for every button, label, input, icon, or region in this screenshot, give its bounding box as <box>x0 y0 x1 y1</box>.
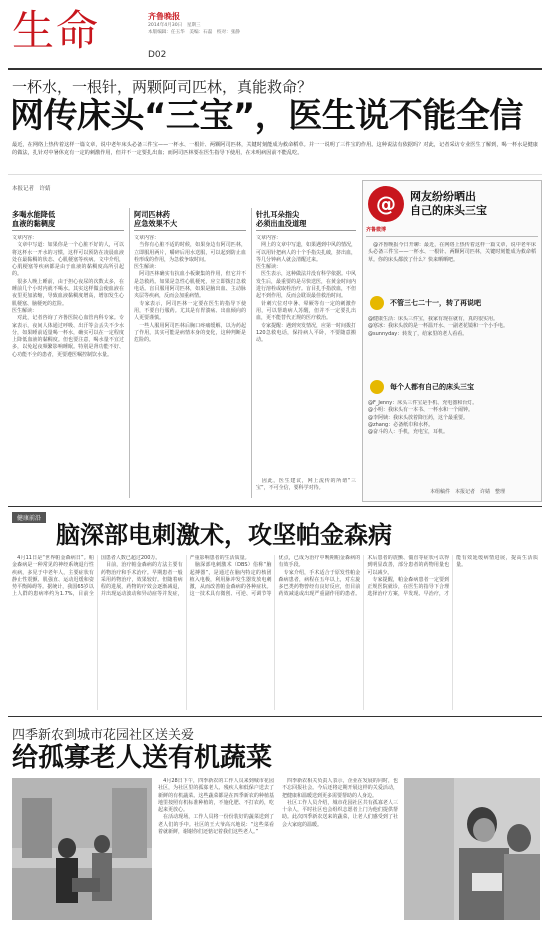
lead-divider <box>8 174 542 175</box>
weibo-at-icon: @ <box>368 186 404 222</box>
column-divider <box>251 208 252 498</box>
issue-meta: 2014年4月30日 星期三 本版编辑：任玉华 美编：石磊 校对：张静 <box>148 23 240 35</box>
article2-body: 4月11日是“世界帕金森病日”。帕金森病是一种常见的神经系统退行性疾病，多见于中老年人，主要症状有静止性震颤、肌强直、运动迟缓和姿势平衡障碍等。据统计，我国65岁以上人群的患病率约为1.7%，目前全国患者人数已超过200万。 目前，治疗帕金森病的方法主要有药物治疗和手术治疗。早期患者一般采用药物治疗，效果较好。但随着病程的进展，药物的疗效会逐渐减退，并出现运动波动和异动症等并发症，严重影响患者的生活质量。 脑深部电刺激术（DBS）俗称“脑起搏器”，是通过在脑内特定的核团植入电极，利用脉冲发生器发放电刺激，从而改善帕金森病的各种症状。这一技术具有微创、可逆、可调节等优点，已成为治疗中晚期帕金森病的有效手段。 专家介绍，手术适合于原发性帕金森病患者，病程在五年以上，对左旋多巴类药物曾经有良好反应，但目前药效减退或出现严重副作用的患者。术后患者的震颤、僵直等症状可以得到明显改善，部分患者的药物用量也可以减少。 专家提醒，帕金森病患者一定要到正规医院就诊，在医生的指导下合理选择治疗方案，早发现、早治疗，才能有效延缓病情进展，提高生活质量。 <box>12 555 538 598</box>
article2-headline: 脑深部电刺激术，攻坚帕金森病 <box>56 521 392 549</box>
photo-vegetable-delivery-drawing <box>12 778 152 920</box>
col2-body: 文章内容： 当你有心脏不适的时候，如果身边有阿司匹林，立即服用两片，嚼碎后用水送服，可以起到防止血栓形成的作用，为急救争取时间。 医生解读： 阿司匹林确实有抗血小板聚集的作用，但它并不是急救药。如果是急性心肌梗死，应立即拨打急救电话。盲目服用阿司匹林，如果是脑出血、主动脉夹层等疾病，反而会加重病情。 专家表示，阿司匹林一定要在医生的指导下使用，不要自行服药。尤其是有胃溃疡、出血倾向的人更要谨慎。 一些人服用阿司匹林后胸口疼痛缓解，以为药起了作用，其实可能是病情本身的变化，这种判断是危险的。 <box>134 235 246 344</box>
smiley-icon <box>370 380 384 394</box>
col3-closing: 因此，医生建议，网上流传的所谓“三宝”，不可全信，要科学对待。 <box>256 478 356 492</box>
sidebar-comments1: @健康生活：床头三件宝，我家有现在就有，真的很实用。 @寒冰：我床头放的是一杯温开水、一副老花镜和一个小手电。 @sunnyday：转发了，给家里的老人看看。 <box>368 316 509 337</box>
col3-title: 针扎耳朵指尖 必须出血没道理 <box>256 210 356 231</box>
photo-vegetable-delivery <box>12 778 152 920</box>
sidebar-footer: 本组稿件 本报记者 许婧 整理 <box>430 489 506 495</box>
smiley-icon <box>370 296 384 310</box>
article1-byline: 本报记者 许婧 <box>12 186 51 192</box>
article3-kicker: 四季新农到城市花园社区送关爱 <box>12 728 195 743</box>
photo-elderly-resident-drawing <box>404 778 540 920</box>
article2-tag: 健康前沿 <box>12 512 46 523</box>
page-number: D02 <box>148 50 167 60</box>
column-divider <box>129 208 130 498</box>
col2-title: 阿司匹林药 应急效果不大 <box>134 210 246 231</box>
col1-title: 多喝水能降低 血液的黏稠度 <box>12 210 124 231</box>
section-title: 生命 <box>12 6 101 55</box>
article1-kicker: 一杯水，一根针，两颗阿司匹林，真能救命？ <box>12 78 313 96</box>
sidebar-intro: @齐鲁晚报今日开聊：最近，在网络上热传着这样一篇文章，说中老年床头必备三件宝——一杯水、一根针、两颗阿司匹林，关键时刻能成为救命稻草。你的床头都放了什么？快来晒晒吧。 <box>368 242 536 263</box>
masthead-divider <box>8 68 542 70</box>
article3-body: 4月28日下午，四季新农的工作人员来到城市花园社区，为社区里的孤寡老人、残疾人和低保户送去了新鲜的有机蔬菜。这些蔬菜都是在四季新农的种植基地里按照有机标准种植的，不施化肥、不打农药，吃起来更放心。 在活动现场，工作人员将一份份装好的蔬菜送到了老人们的手中。社区的王大爷高兴地说：“这些菜看着就新鲜，谢谢你们还惦记着我们这些老人。” 四季新农相关负责人表示，企业在发展的同时，也不忘回报社会。今后还将定期开展这样的关爱活动，把健康和温暖送到更多需要帮助的人身边。 社区工作人员介绍，城市花园社区共有孤寡老人三十余人，平时社区也会组织志愿者上门为他们提供帮助。此次四季新农送来的蔬菜，让老人们感受到了社会大家庭的温暖。 <box>158 778 398 836</box>
photo-elderly-resident <box>404 778 540 920</box>
article3-headline: 给孤寡老人送有机蔬菜 <box>12 743 273 773</box>
section-divider <box>8 716 542 717</box>
section-divider <box>8 506 542 507</box>
sidebar-divider <box>366 236 538 237</box>
sidebar-badge: 齐鲁微博 <box>366 227 387 233</box>
col1-body: 文章内容： 文章中写道：如果你是一个心脏不好的人，可以将这杯水一开水的习惯，这样可以预防在凌晨血液处在最黏稠的状态、心肌梗塞等疾病。文中介绍，心肌梗塞等疾病都是由于血液的黏稠度高所引起的。 很多人晚上睡前，由于担心夜尿的次数太多，在睡前几个小时内就不喝水。其实这样做会使血液在夜里更加浓缩，导致血液黏稠度增高，增加发生心肌梗塞、脑梗死的危险。 医生解读： 对此，记者咨询了齐鲁医院心血管内科专家。专家表示，夜间人体通过呼吸、出汗等会丢失不少水分，如果睡前适量喝一杯水，确实可以在一定程度上降低血液的黏稠度。但也要注意，喝水量不宜过多，以免起夜频繁影响睡眠。特别是肾功能不好、心功能不全的患者，更要遵医嘱控制饮水量。 <box>12 235 124 358</box>
article1-lead: 最近，在网络上热传着这样一篇文章，说中老年床头必备三件宝——一杯水、一根针、两颗阿司匹林，关键时刻能成为救命稻草。并一一说明了三件宝的作用。这种说法有依据吗？对此，记者采访专业医生了解到，喝一杯水是健康的做法，扎针对中暑休克有一定的刺激作用，但并不一定要扎出血；而阿司匹林要在医生指导下使用，在未明病因前不能乱吃。 <box>12 142 538 156</box>
newspaper-logo: 齐鲁晚报 <box>148 12 180 21</box>
sidebar-title: 网友纷纷晒出 自己的床头三宝 <box>410 190 487 217</box>
sidebar-quote2: 每个人都有自己的床头三宝 <box>390 383 474 391</box>
sidebar-comments2: @F_Jenny：床头三件宝是手机、充电器和台灯。 @小明：我床头有一本书、一杯水和一个闹钟。 @李阿姨：我床头放着降压药，这个最重要。 @zhang：必备纸巾和水杯。 @奋斗的人：手机，充电宝，耳机。 <box>368 400 478 436</box>
sidebar-quote1: 不管三七二十一，转了再说吧 <box>390 299 481 307</box>
col3-body: 文章内容： 网上的文章中写道，如果遇到中风的情况，可以用针把病人的十个手指尖扎破，挤出血，等几分钟病人就会清醒过来。 医生解读： 医生表示，这种做法并没有科学依据。中风发生后，最重要的是尽快送医，在黄金时间内进行溶栓或取栓治疗。盲目扎手指放血，不但起不到作用，反而会耽误最佳救治时间。 针刺穴位对中暑、晕厥等有一定的刺激作用，可以帮助病人苏醒，但并不一定要扎出血，更不能替代正规的医疗救治。 专家提醒：遇到突发情况，应第一时间拨打120急救电话，保持病人平卧，不要随意搬动。 <box>256 235 356 344</box>
article1-headline: 网传床头“三宝”，医生说不能全信 <box>10 96 523 136</box>
